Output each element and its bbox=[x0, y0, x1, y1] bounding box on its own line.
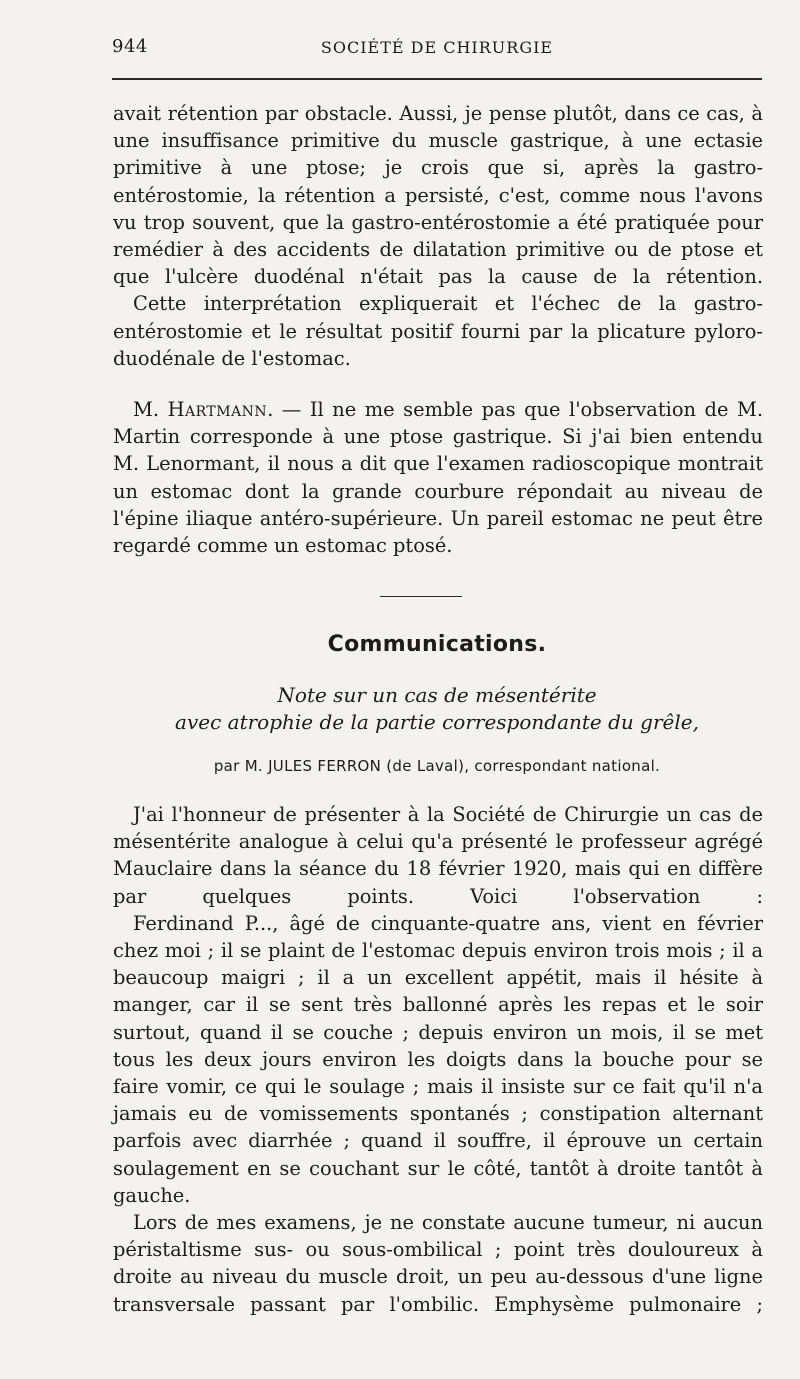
text-block-discussion bbox=[113, 100, 763, 372]
paragraph: avait rétention par obstacle. Aussi, je pense plutôt, dans ce cas, à une insuffisance primitive du muscle gastrique, à une ectasie primitive à une ptose; je crois que si, après la gastro-entérostomie, la rétention a persisté, c'est, comme nous l'avons vu trop souvent, que la gastro-entérostomie a été pratiquée pour remédier à des accidents de dilatation primitive ou de ptose et que l'ulcère duodénal n'était pas la cause de la rétention. bbox=[113, 102, 763, 289]
text-block-communication bbox=[113, 801, 763, 1318]
page-number: 944 bbox=[112, 36, 148, 57]
note-title-line-1: Note sur un cas de mésentérite bbox=[277, 683, 597, 707]
header-rule bbox=[112, 78, 762, 80]
paragraph: Lors de mes examens, je ne constate aucune tumeur, ni aucun péristaltisme sus- ou sous-ombilical ; point très douloureux à droite au niveau du muscle droit, un peu au-dessous d'une ligne transversale passant par l'ombilic. Emphysème pulmonaire ; bbox=[113, 1211, 763, 1316]
paragraph: Ferdinand P..., âgé de cinquante-quatre ans, vient en février chez moi ; il se plaint de l'estomac depuis environ trois mois ; il a beaucoup maigri ; il a un excellent appétit, mais il hésite à manger, car il se sent très ballonné après les repas et le soir surtout, quand il se couche ; depuis environ un mois, il se met tous les deux jours environ les doigts dans la bouche pour se faire vomir, ce qui le soulage ; mais il insiste sur ce fait qu'il n'a jamais eu de vomissements spontanés ; constipation alternant parfois avec diarrhée ; quand il souffre, il éprouve un certain soulagement en se couchant sur le côté, tantôt à droite tantôt à gauche. bbox=[113, 911, 763, 1207]
author-byline: par M. JULES FERRON (de Laval), correspondant national. bbox=[213, 757, 661, 775]
page-header bbox=[112, 36, 762, 66]
running-title: SOCIÉTÉ DE CHIRURGIE bbox=[320, 38, 554, 57]
section-divider bbox=[380, 596, 462, 597]
section-title: Communications. bbox=[327, 632, 547, 657]
speaker-name: Hartmann bbox=[167, 398, 268, 421]
paragraph bbox=[113, 396, 763, 559]
paragraph: Cette interprétation expliquerait et l'échec de la gastro-entérostomie et le résultat positif fourni par la plicature pyloro-duodénale de l'estomac. bbox=[113, 292, 763, 370]
note-title-line-2: avec atrophie de la partie correspondante du grêle, bbox=[175, 710, 699, 734]
speech-text: . — Il ne me semble pas que l'observation de M. Martin corresponde à une ptose gastrique. Si j'ai bien entendu M. Lenormant, il nous a dit que l'examen radioscopique montrait un estomac dont la grande courbure répondait au niveau de l'épine iliaque antéro-supérieure. Un pareil estomac ne peut être regardé comme un estomac ptosé. bbox=[113, 398, 763, 558]
speaker-prefix: M. bbox=[133, 398, 168, 421]
text-block-hartmann bbox=[113, 396, 763, 559]
paragraph: J'ai l'honneur de présenter à la Société de Chirurgie un cas de mésentérite analogue à celui qu'a présenté le professeur agrégé Mauclaire dans la séance du 18 février 1920, mais qui en diffère par quelques points. Voici l'observation : bbox=[113, 803, 763, 908]
